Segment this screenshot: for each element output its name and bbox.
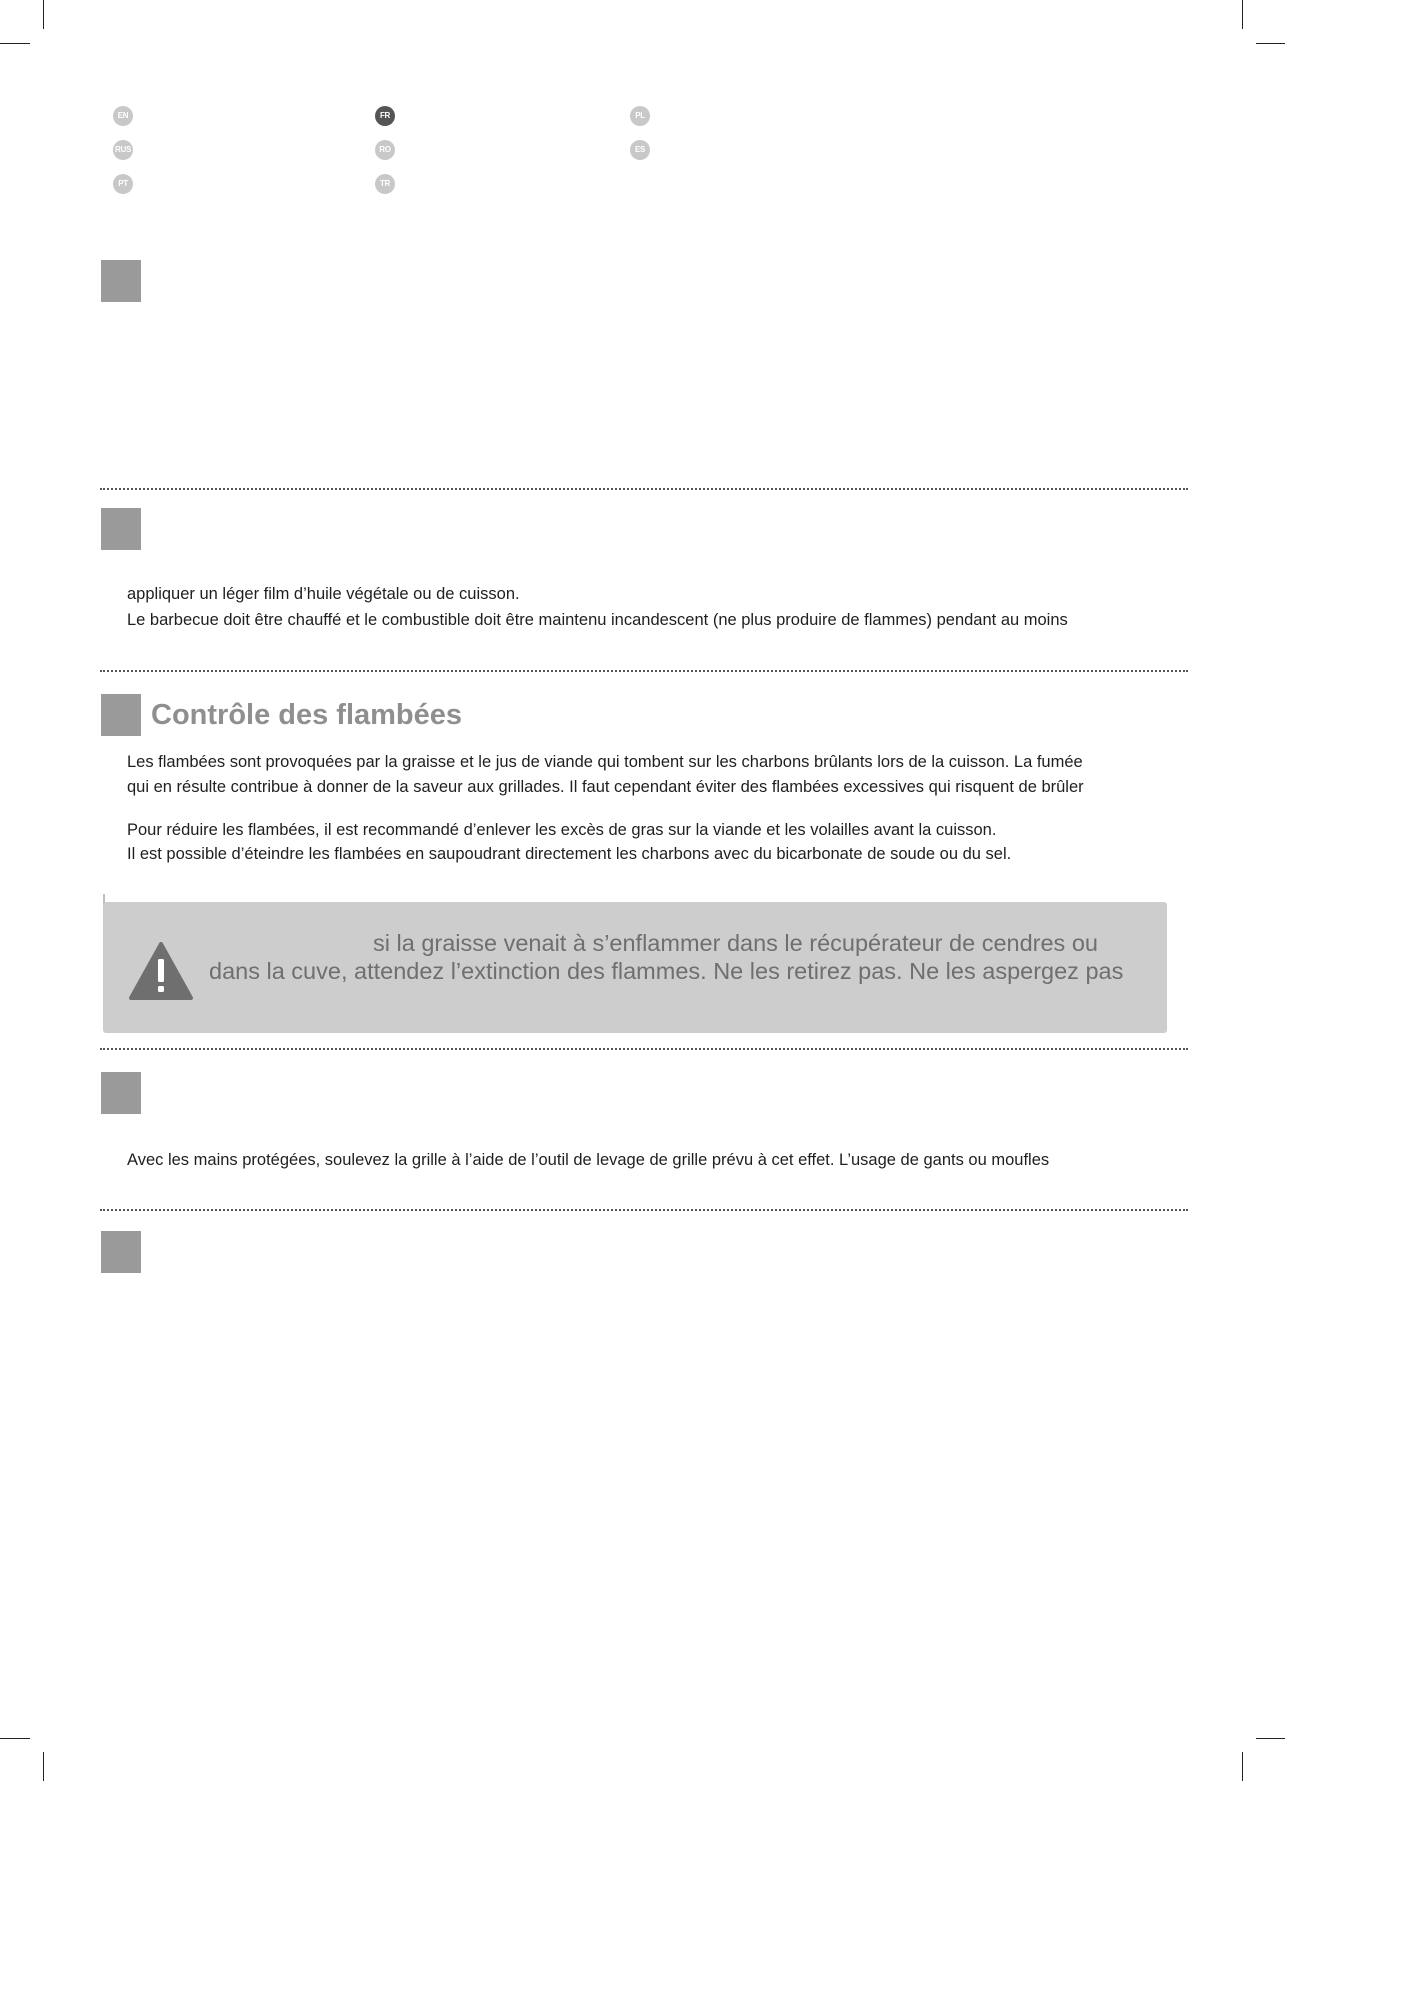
warning-triangle-icon	[128, 941, 194, 1001]
section-marker-square	[101, 1231, 141, 1273]
section-marker-square	[101, 260, 141, 302]
section-divider	[100, 1048, 1188, 1050]
crop-mark-bottom-right-h	[1256, 1738, 1285, 1739]
section-4-line-1: Avec les mains protégées, soulevez la grille à l’aide de l’outil de levage de grille prévu à cet effet. L’usage de gants ou moufles	[127, 1151, 1050, 1169]
section-divider	[100, 488, 1188, 490]
crop-mark-top-left-h	[0, 43, 30, 44]
section-3-paragraph-2-line-1: Pour réduire les flambées, il est recommandé d’enlever les excès de gras sur la viande et les volailles avant la cuisson.	[127, 821, 997, 839]
crop-mark-top-left-v	[43, 0, 44, 29]
section-title: Contrôle des flambées	[151, 699, 463, 731]
warning-box	[103, 902, 1167, 1033]
warning-text-line-2: dans la cuve, attendez l’extinction des flammes. Ne les retirez pas. Ne les aspergez pas	[209, 958, 1124, 984]
section-3-paragraph-1-line-1: Les flambées sont provoquées par la graisse et le jus de viande qui tombent sur les charbons brûlants lors de la cuisson. La fumée	[127, 753, 1083, 771]
section-divider	[100, 1209, 1188, 1211]
language-badge-es[interactable]: ES	[630, 140, 650, 160]
section-3-paragraph-2-line-2: Il est possible d’éteindre les flambées en saupoudrant directement les charbons avec du bicarbonate de soude ou du sel.	[127, 845, 1012, 863]
section-2-line-2: Le barbecue doit être chauffé et le combustible doit être maintenu incandescent (ne plus produire de flammes) pendant au moins	[127, 611, 1068, 629]
crop-mark-bottom-right-v	[1242, 1752, 1243, 1781]
section-marker-square	[101, 1072, 141, 1114]
section-marker-square	[101, 508, 141, 550]
crop-mark-top-right-v	[1242, 0, 1243, 29]
language-badge-pt[interactable]: PT	[113, 174, 133, 194]
section-2-line-1: appliquer un léger film d’huile végétale ou de cuisson.	[127, 585, 520, 603]
language-badge-tr[interactable]: TR	[375, 174, 395, 194]
crop-mark-top-right-h	[1256, 43, 1285, 44]
crop-mark-bottom-left-v	[43, 1752, 44, 1781]
section-3-paragraph-1-line-2: qui en résulte contribue à donner de la saveur aux grillades. Il faut cependant éviter des flambées excessives qui risquent de brûler	[127, 778, 1084, 796]
section-marker-square	[101, 694, 141, 736]
language-badge-ro[interactable]: RO	[375, 140, 395, 160]
crop-mark-bottom-left-h	[0, 1738, 30, 1739]
warning-text-line-1: si la graisse venait à s’enflammer dans le récupérateur de cendres ou	[373, 930, 1098, 956]
language-badge-en[interactable]: EN	[113, 106, 133, 126]
language-badge-pl[interactable]: PL	[630, 106, 650, 126]
section-divider	[100, 670, 1188, 672]
language-badge-fr[interactable]: FR	[375, 106, 395, 126]
language-badge-rus[interactable]: RUS	[113, 140, 133, 160]
